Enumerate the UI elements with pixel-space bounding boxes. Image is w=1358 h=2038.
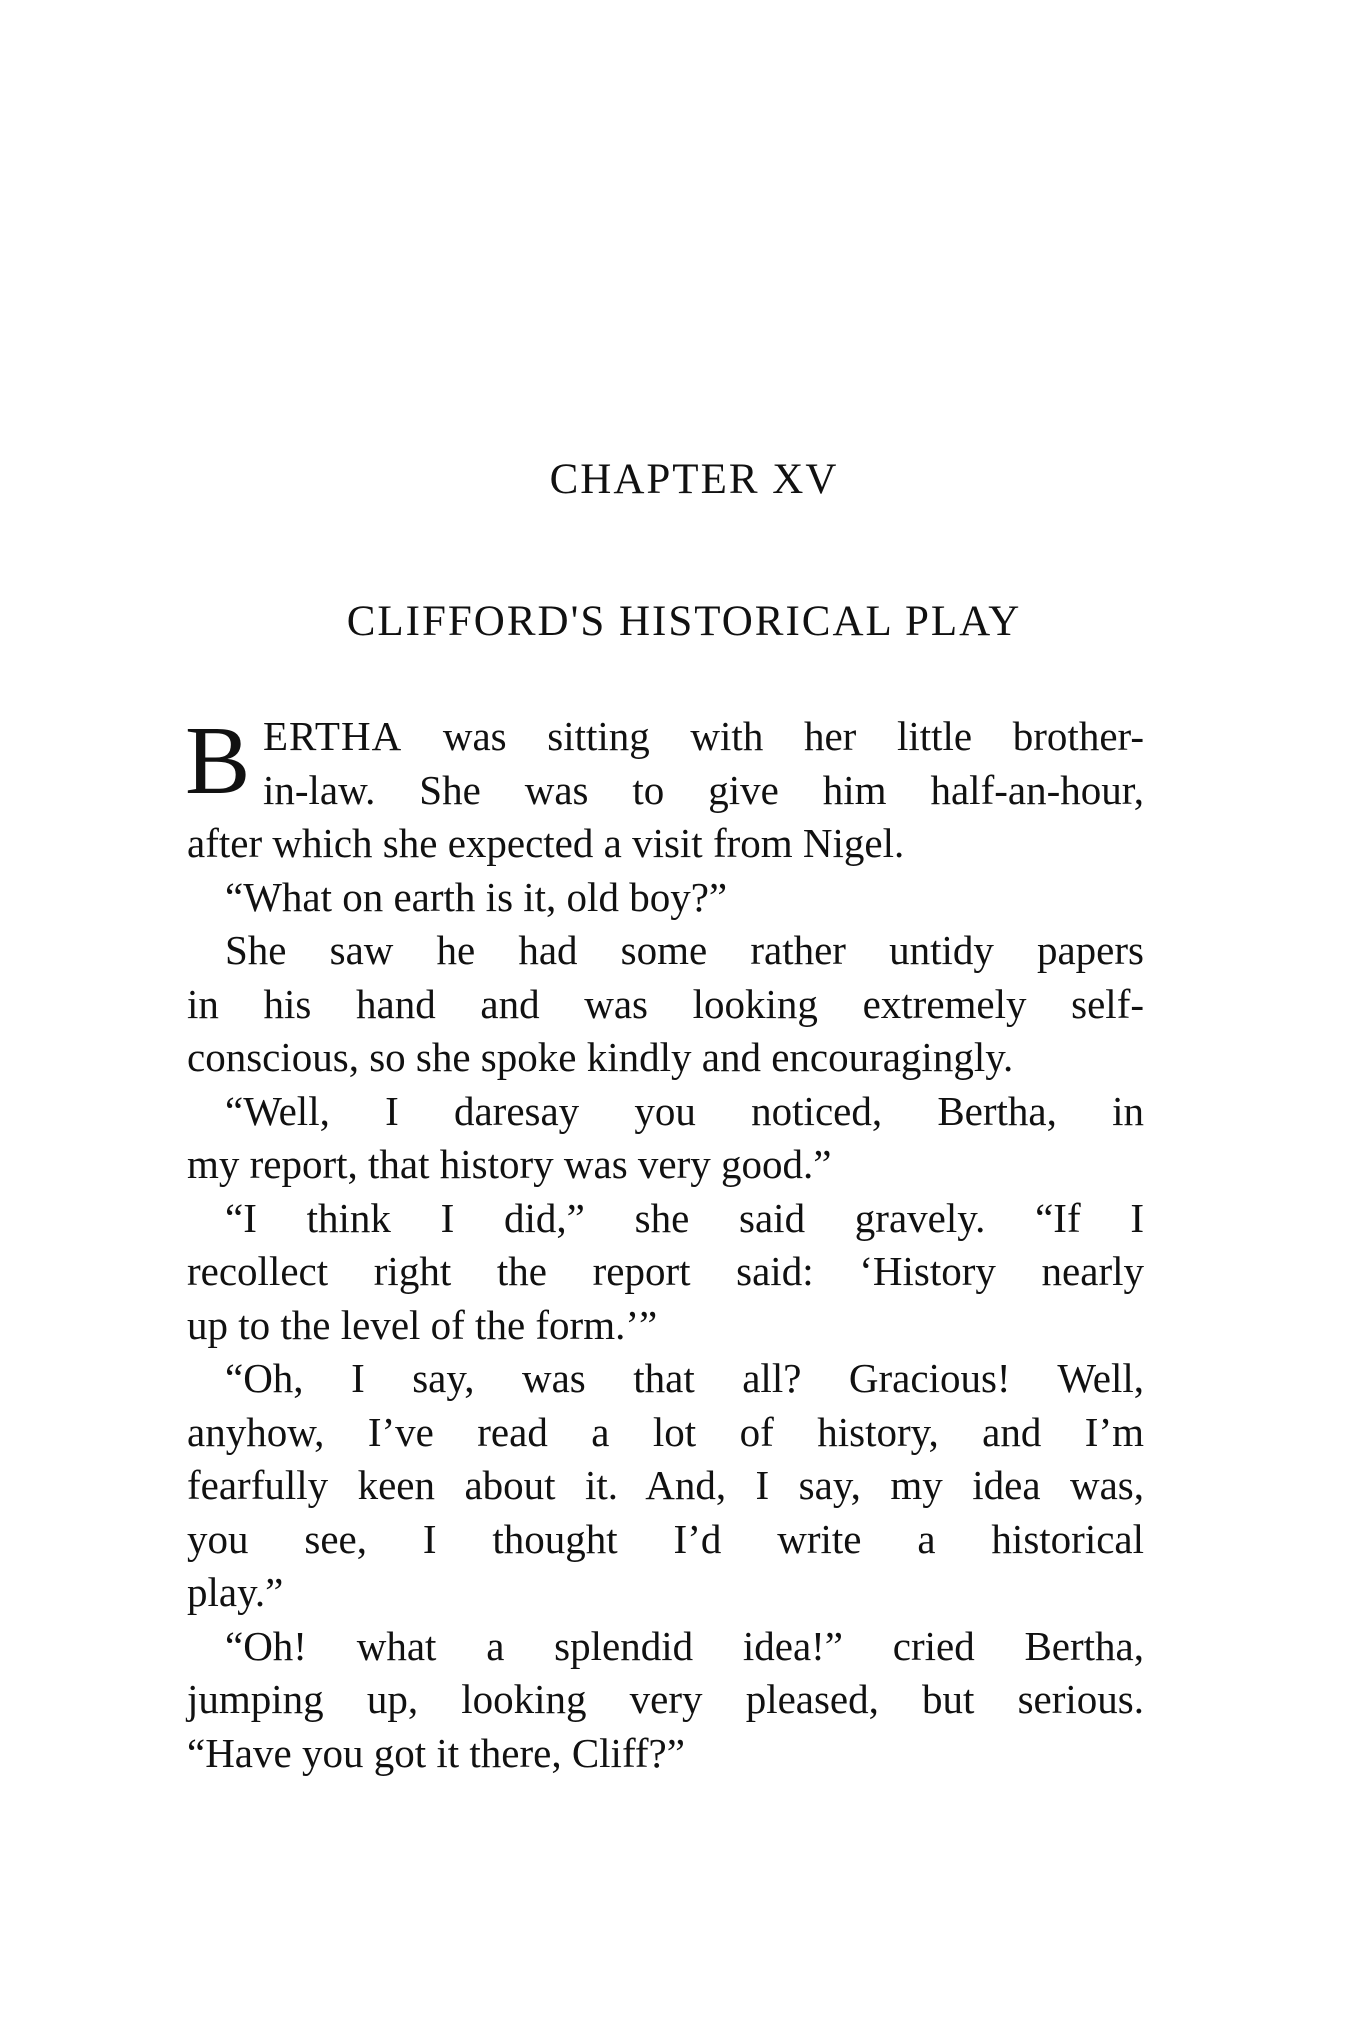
text-line: up to the level of the form.’” — [187, 1301, 658, 1348]
opening-paragraph — [185, 707, 1144, 871]
text-line: “What on earth is it, old boy?” — [225, 873, 728, 920]
text-line: anyhow, I’ve read a lot of history, and I’m — [187, 1408, 1144, 1455]
text-line: fearfully keen about it. And, I say, my idea was, — [187, 1462, 1144, 1508]
text-line: “Oh! what a splendid idea!” cried Bertha, — [225, 1622, 1144, 1669]
drop-cap: B — [185, 707, 251, 815]
opening-word: ERTHA — [263, 713, 403, 759]
text-line: in his hand and was looking extremely self- — [187, 980, 1144, 1027]
text-line: in-law. She was to give him half-an-hour, — [263, 766, 1144, 813]
text-line: jumping up, looking very pleased, but serious. — [187, 1676, 1144, 1722]
text-line: you see, I thought I’d write a historical — [187, 1515, 1144, 1562]
chapter-number: CHAPTER XV — [549, 456, 839, 503]
text-line: recollect right the report said: ‘History nearly — [187, 1248, 1144, 1294]
chapter-title: CLIFFORD'S HISTORICAL PLAY — [346, 598, 1022, 645]
chapter-body — [185, 707, 1144, 1780]
text-line: play.” — [187, 1569, 284, 1615]
text-line: “Have you got it there, Cliff?” — [187, 1729, 685, 1776]
line-rest: was sitting with her little brother- — [402, 713, 1144, 759]
text-line — [187, 710, 1144, 764]
text-line: “Oh, I say, was that all? Gracious! Well, — [225, 1355, 1144, 1401]
text-line: “I think I did,” she said gravely. “If I — [225, 1194, 1144, 1241]
text-line: She saw he had some rather untidy papers — [225, 927, 1144, 973]
text-line: conscious, so she spoke kindly and encouragingly. — [187, 1034, 1014, 1080]
text-line: my report, that history was very good.” — [187, 1141, 832, 1187]
text-line: “Well, I daresay you noticed, Bertha, in — [225, 1087, 1144, 1134]
text-line: after which she expected a visit from Nigel. — [187, 820, 905, 866]
